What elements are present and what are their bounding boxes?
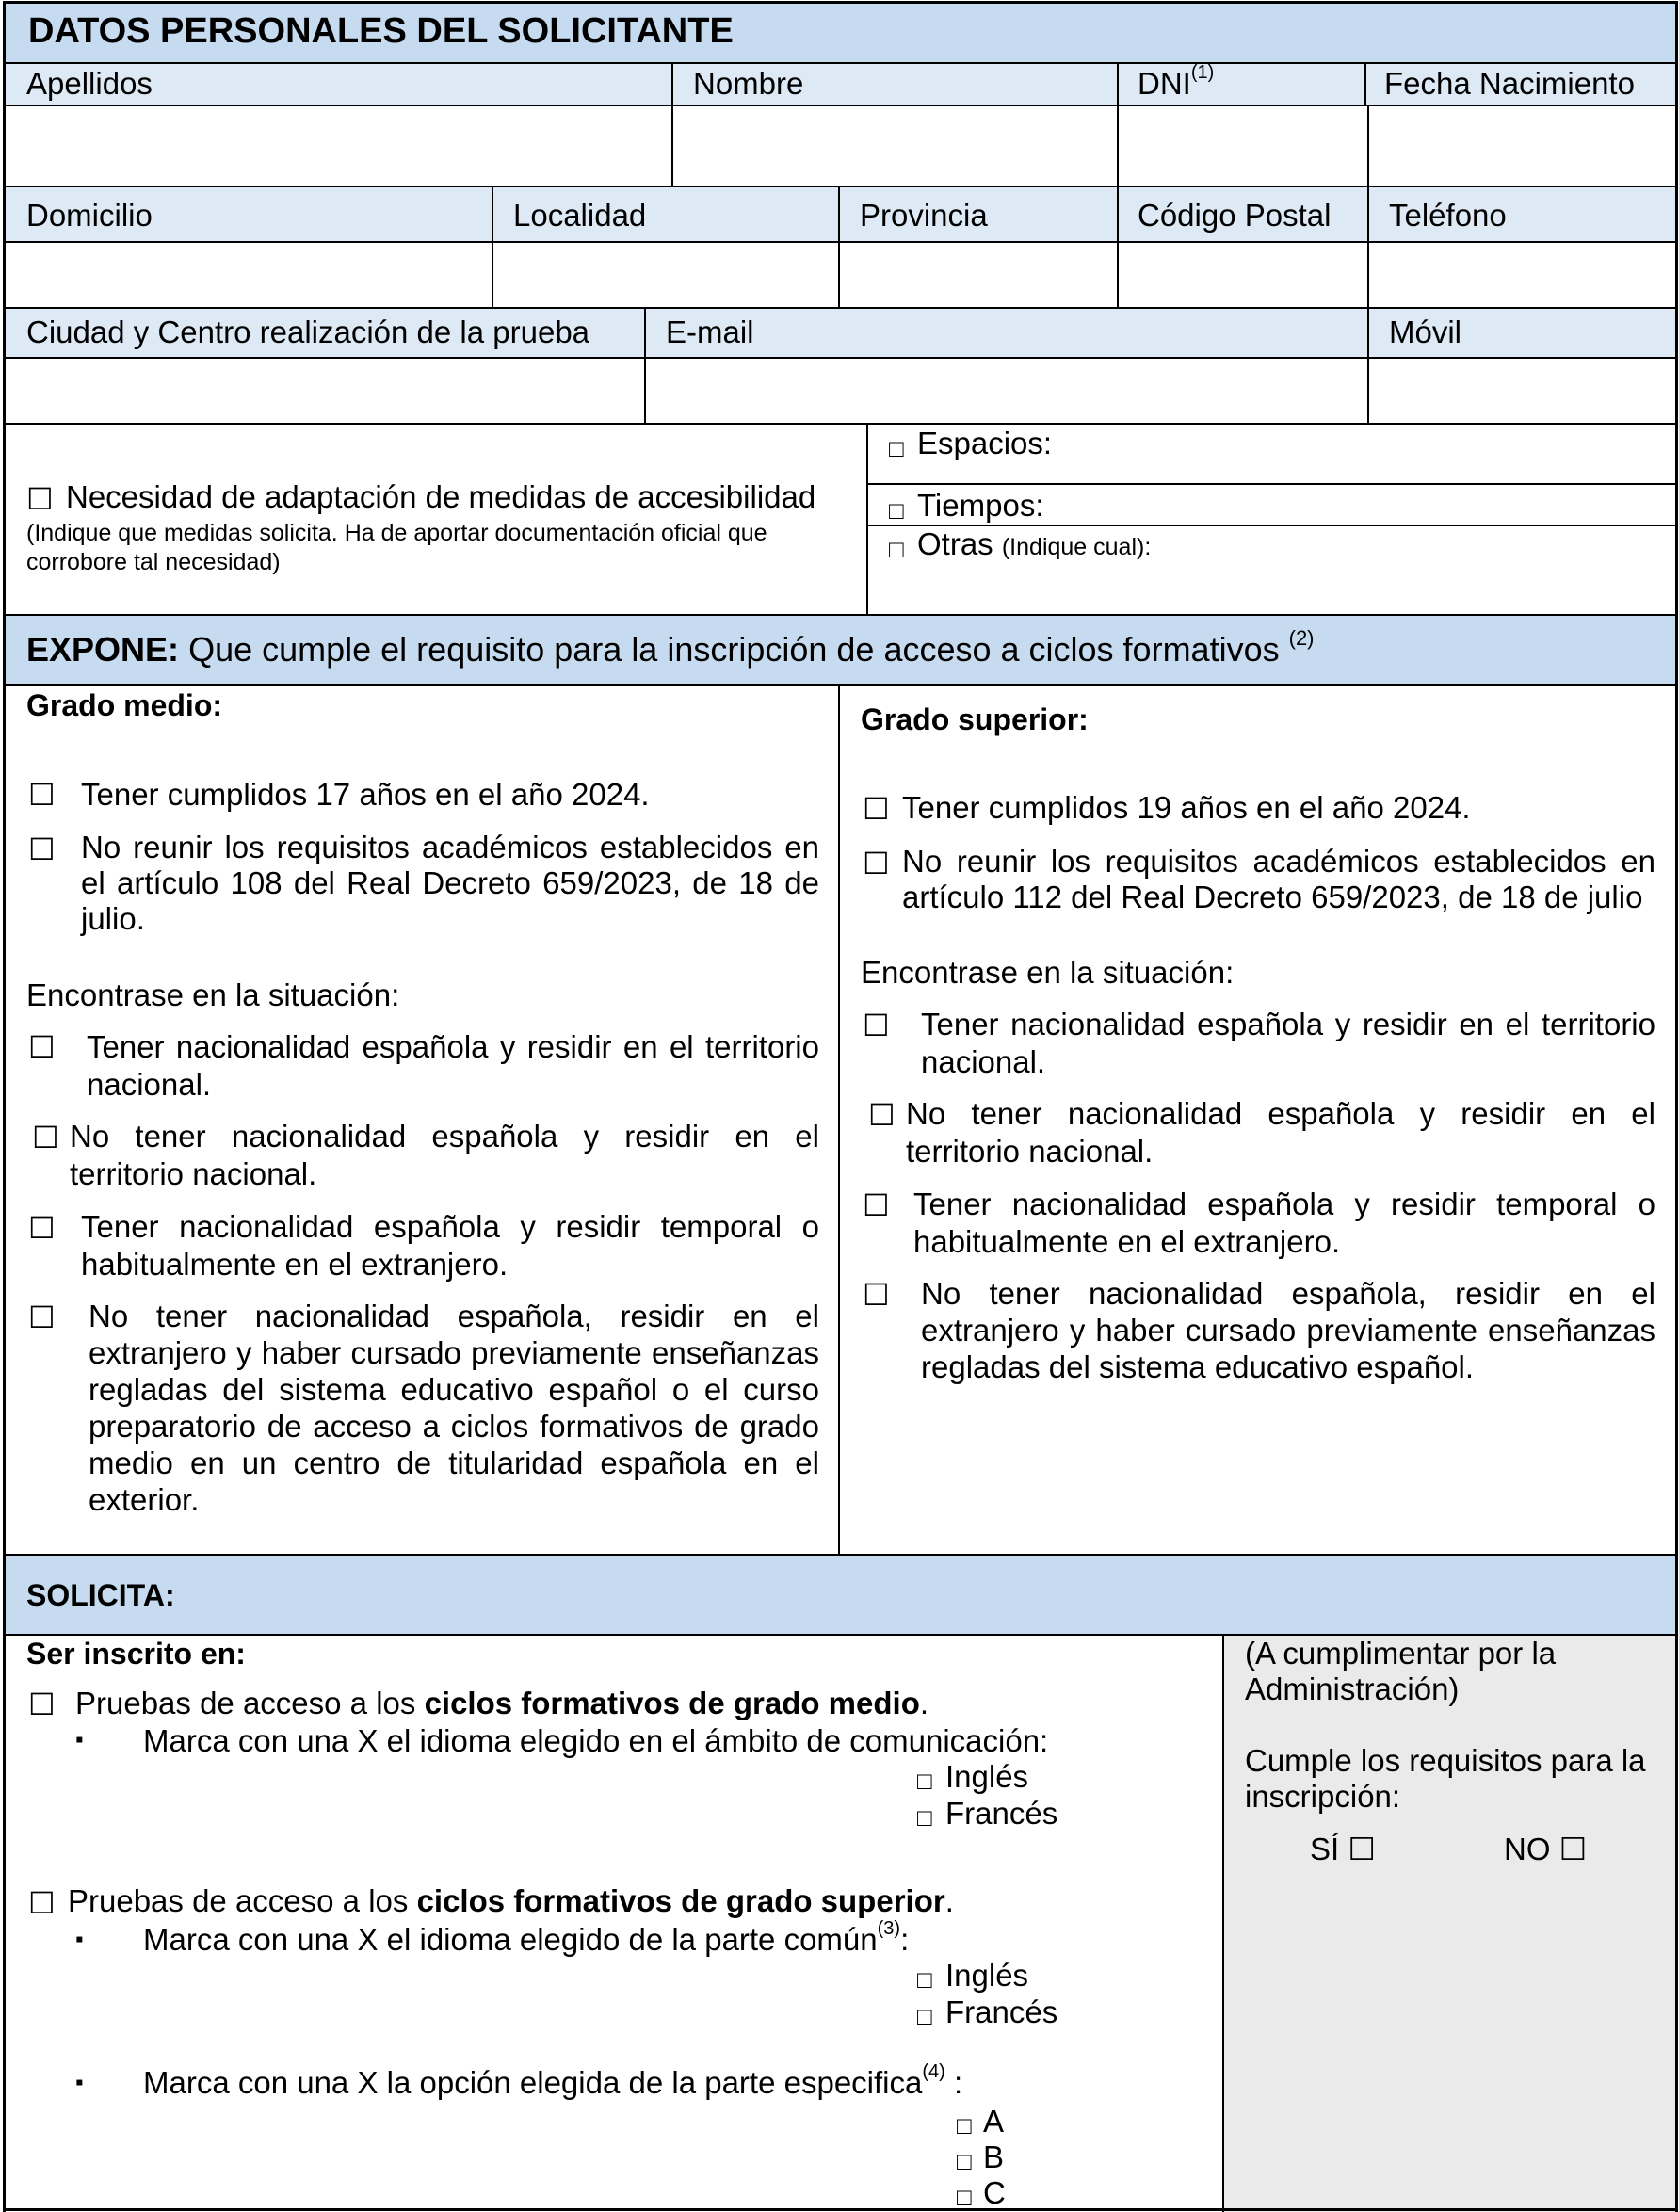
label-ciudad-centro: Ciudad y Centro realización de la prueba bbox=[26, 315, 590, 349]
admin-note-line2: Administración) bbox=[1245, 1671, 1460, 1706]
border-right bbox=[1675, 1, 1678, 2212]
grado-superior-title: Grado superior: bbox=[861, 702, 1089, 736]
gm-sit1-checkbox[interactable]: ☐ bbox=[28, 1030, 56, 1064]
label-localidad: Localidad bbox=[513, 198, 647, 233]
otras-checkbox[interactable]: □ bbox=[889, 535, 904, 563]
hline bbox=[3, 423, 1678, 425]
otras-note: (Indique cual): bbox=[1001, 534, 1152, 560]
tiempos-label: Tiempos: bbox=[917, 488, 1044, 523]
gm-req1-text: Tener cumplidos 17 años en el año 2024. bbox=[81, 777, 650, 812]
label-fecha-nacimiento: Fecha Nacimiento bbox=[1384, 66, 1635, 101]
vline bbox=[866, 423, 868, 615]
label-codigo-postal: Código Postal bbox=[1138, 198, 1332, 233]
gm-ingles-label: Inglés bbox=[945, 1759, 1029, 1794]
ser-inscrito-label: Ser inscrito en: bbox=[26, 1637, 246, 1671]
section-title-datos: DATOS PERSONALES DEL SOLICITANTE bbox=[28, 11, 734, 51]
gs-idioma-text: Marca con una X el idioma elegido de la parte común$^{(3)}$: bbox=[143, 1918, 910, 1957]
gs-frances-checkbox[interactable]: □ bbox=[917, 2002, 932, 2030]
gs-sit3-text: Tener nacionalidad española y residir temporal o habitualmente en el extranjero. bbox=[913, 1187, 1655, 1259]
gm-ingles-checkbox[interactable]: □ bbox=[917, 1767, 932, 1795]
accesibilidad-checkbox[interactable]: ☐ bbox=[26, 482, 54, 516]
gs-prueba-bold: ciclos formativos de grado superior bbox=[416, 1883, 945, 1918]
label-email: E-mail bbox=[666, 315, 754, 349]
gm-req2-text: No reunir los requisitos académicos establecidos en el artículo 108 del Real Decreto 659/2023, de 18 de julio. bbox=[81, 830, 819, 936]
gs-req2-checkbox[interactable]: ☐ bbox=[863, 847, 890, 880]
admin-cumple-line2: inscripción: bbox=[1245, 1779, 1401, 1814]
opcion-b-label: B bbox=[983, 2139, 1005, 2174]
opcion-a-checkbox[interactable]: □ bbox=[957, 2111, 972, 2139]
label-apellidos: Apellidos bbox=[26, 66, 153, 101]
gs-idioma-bullet: ▪ bbox=[75, 1927, 84, 1952]
label-telefono: Teléfono bbox=[1389, 198, 1507, 233]
gs-req1-checkbox[interactable]: ☐ bbox=[863, 792, 890, 826]
gm-sit3-checkbox[interactable]: ☐ bbox=[28, 1211, 56, 1245]
apellidos-field[interactable] bbox=[8, 107, 670, 185]
admin-no-checkbox[interactable]: NO ☐ bbox=[1504, 1832, 1588, 1866]
gm-sit3-text: Tener nacionalidad española y residir temporal o habitualmente en el extranjero. bbox=[81, 1209, 819, 1282]
gm-situacion-label: Encontrase en la situación: bbox=[26, 977, 400, 1012]
gm-prueba-text: Pruebas de acceso a los ciclos formativos de grado medio. bbox=[75, 1686, 929, 1720]
vline bbox=[1117, 62, 1119, 307]
gs-sit4-checkbox[interactable]: ☐ bbox=[863, 1278, 890, 1312]
gm-req1-checkbox[interactable]: ☐ bbox=[28, 778, 56, 812]
hline bbox=[3, 186, 1678, 187]
gm-sit2-checkbox[interactable]: ☐ bbox=[32, 1121, 59, 1154]
hline bbox=[3, 241, 1678, 243]
gs-ingles-label: Inglés bbox=[945, 1958, 1029, 1993]
gm-req2-checkbox[interactable]: ☐ bbox=[28, 832, 56, 866]
localidad-field[interactable] bbox=[495, 244, 836, 306]
dni-field[interactable] bbox=[1121, 107, 1365, 185]
gs-prueba-checkbox[interactable]: ☐ bbox=[28, 1886, 56, 1920]
expone-footnote-ref: (2) bbox=[1288, 626, 1315, 650]
gm-idioma-bullet: ▪ bbox=[75, 1727, 84, 1752]
opcion-c-checkbox[interactable]: □ bbox=[957, 2183, 972, 2211]
otras-label: Otras (Indique cual): bbox=[917, 526, 1152, 561]
espacios-checkbox[interactable]: □ bbox=[889, 434, 904, 462]
gs-opcion-text: Marca con una X la opción elegida de la parte especifica$^{(4)}$ : bbox=[143, 2061, 963, 2100]
expone-bold: EXPONE: bbox=[26, 630, 180, 669]
hline bbox=[3, 1554, 1678, 1556]
email-field[interactable] bbox=[648, 360, 1365, 422]
hline bbox=[3, 357, 1678, 359]
tiempos-field[interactable] bbox=[1059, 486, 1671, 524]
label-movil: Móvil bbox=[1389, 315, 1462, 349]
nombre-field[interactable] bbox=[675, 107, 1115, 185]
otras-field[interactable] bbox=[1168, 529, 1671, 610]
gs-sit4-text: No tener nacionalidad española, residir en el extranjero y haber cursado previamente enseñanzas regladas del sistema educativo español. bbox=[921, 1276, 1655, 1384]
section-title-solicita: SOLICITA: bbox=[26, 1578, 175, 1612]
gs-situacion-label: Encontrase en la situación: bbox=[861, 955, 1235, 990]
gs-req2-text: No reunir los requisitos académicos establecidos en artículo 112 del Real Decreto 659/2023, de 18 de julio bbox=[902, 844, 1655, 914]
gm-prueba-checkbox[interactable]: ☐ bbox=[28, 1687, 56, 1721]
vline bbox=[838, 186, 840, 308]
expone-text: Que cumple el requisito para la inscripción de acceso a ciclos formativos bbox=[188, 630, 1280, 669]
label-dni: DNI$^{(1)}$ bbox=[1138, 62, 1215, 101]
gs-sit2-checkbox[interactable]: ☐ bbox=[868, 1098, 896, 1132]
ciudad-centro-field[interactable] bbox=[8, 360, 642, 422]
hline bbox=[3, 614, 1678, 616]
espacios-label: Espacios: bbox=[917, 426, 1053, 460]
gm-prueba-bold: ciclos formativos de grado medio bbox=[424, 1686, 920, 1720]
label-provincia: Provincia bbox=[860, 198, 988, 233]
expone-heading bbox=[26, 626, 1315, 670]
label-domicilio: Domicilio bbox=[26, 198, 153, 233]
hline bbox=[3, 307, 1678, 309]
vline bbox=[838, 684, 840, 1555]
tiempos-checkbox[interactable]: □ bbox=[889, 496, 904, 525]
gm-sit4-text: No tener nacionalidad española, residir en el extranjero y haber cursado previamente enseñanzas regladas del sistema educativo español o el curso preparatorio de acceso a ciclos formativos de grado medio en un centro de titularidad española en el exterior. bbox=[89, 1299, 819, 1517]
gs-sit2-text: No tener nacionalidad española y residir en el territorio nacional. bbox=[906, 1096, 1655, 1169]
border-left bbox=[3, 1, 6, 2212]
accesibilidad-label: Necesidad de adaptación de medidas de accesibilidad bbox=[66, 479, 816, 514]
vline bbox=[671, 62, 673, 186]
opcion-b-checkbox[interactable]: □ bbox=[957, 2147, 972, 2175]
hline bbox=[3, 105, 1678, 106]
telefono-field[interactable] bbox=[1371, 244, 1674, 306]
codigo-postal-field[interactable] bbox=[1121, 244, 1365, 306]
hline bbox=[867, 483, 1678, 485]
vline bbox=[1222, 1634, 1224, 2212]
gm-idioma-text: Marca con una X el idioma elegido en el ámbito de comunicación: bbox=[143, 1723, 1049, 1758]
admin-si-checkbox[interactable]: SÍ ☐ bbox=[1310, 1832, 1376, 1866]
opcion-a-label: A bbox=[983, 2104, 1005, 2139]
label-nombre: Nombre bbox=[693, 66, 804, 101]
provincia-field[interactable] bbox=[842, 244, 1115, 306]
gs-sit3-checkbox[interactable]: ☐ bbox=[863, 1188, 890, 1222]
vline bbox=[1364, 62, 1366, 105]
gs-req1-text: Tener cumplidos 19 años en el año 2024. bbox=[902, 790, 1471, 825]
admin-panel bbox=[1224, 1635, 1678, 2212]
gs-opcion-footnote-ref: (4) bbox=[922, 2061, 945, 2082]
gs-ingles-checkbox[interactable]: □ bbox=[917, 1965, 932, 1994]
hline bbox=[3, 684, 1678, 686]
grado-medio-title: Grado medio: bbox=[26, 688, 223, 722]
gs-sit1-checkbox[interactable]: ☐ bbox=[863, 1009, 890, 1042]
dni-footnote-ref: (1) bbox=[1190, 62, 1215, 83]
accesibilidad-note: (Indique que medidas solicita. Ha de aportar documentación oficial que corrobore tal necesidad) bbox=[26, 520, 767, 575]
domicilio-field[interactable] bbox=[8, 244, 490, 306]
vline bbox=[644, 307, 646, 424]
gs-sit1-text: Tener nacionalidad española y residir en el territorio nacional. bbox=[921, 1007, 1655, 1079]
vline bbox=[1367, 105, 1369, 424]
gs-opcion-bullet: ▪ bbox=[75, 2070, 84, 2095]
vline bbox=[492, 186, 493, 308]
espacios-field[interactable] bbox=[1059, 428, 1671, 480]
opcion-c-label: C bbox=[983, 2175, 1006, 2210]
border-top bbox=[3, 1, 1678, 4]
gm-frances-checkbox[interactable]: □ bbox=[917, 1803, 932, 1832]
admin-cumple-line1: Cumple los requisitos para la bbox=[1245, 1743, 1646, 1778]
gm-sit1-text: Tener nacionalidad española y residir en el territorio nacional. bbox=[87, 1029, 819, 1102]
admin-note-line1: (A cumplimentar por la bbox=[1245, 1636, 1557, 1671]
gs-frances-label: Francés bbox=[945, 1994, 1058, 2029]
hline bbox=[3, 62, 1678, 64]
gm-frances-label: Francés bbox=[945, 1796, 1058, 1831]
movil-field[interactable] bbox=[1371, 360, 1674, 422]
gm-sit2-text: No tener nacionalidad española y residir en el territorio nacional. bbox=[70, 1119, 819, 1191]
gm-sit4-checkbox[interactable]: ☐ bbox=[28, 1300, 56, 1334]
border-bottom bbox=[3, 2208, 1678, 2211]
section-header-solicita bbox=[5, 1555, 1678, 1635]
fecha-nacimiento-field[interactable] bbox=[1371, 107, 1674, 185]
gs-prueba-text: Pruebas de acceso a los ciclos formativos de grado superior. bbox=[68, 1883, 954, 1918]
gs-idioma-footnote-ref: (3) bbox=[877, 1918, 901, 1939]
